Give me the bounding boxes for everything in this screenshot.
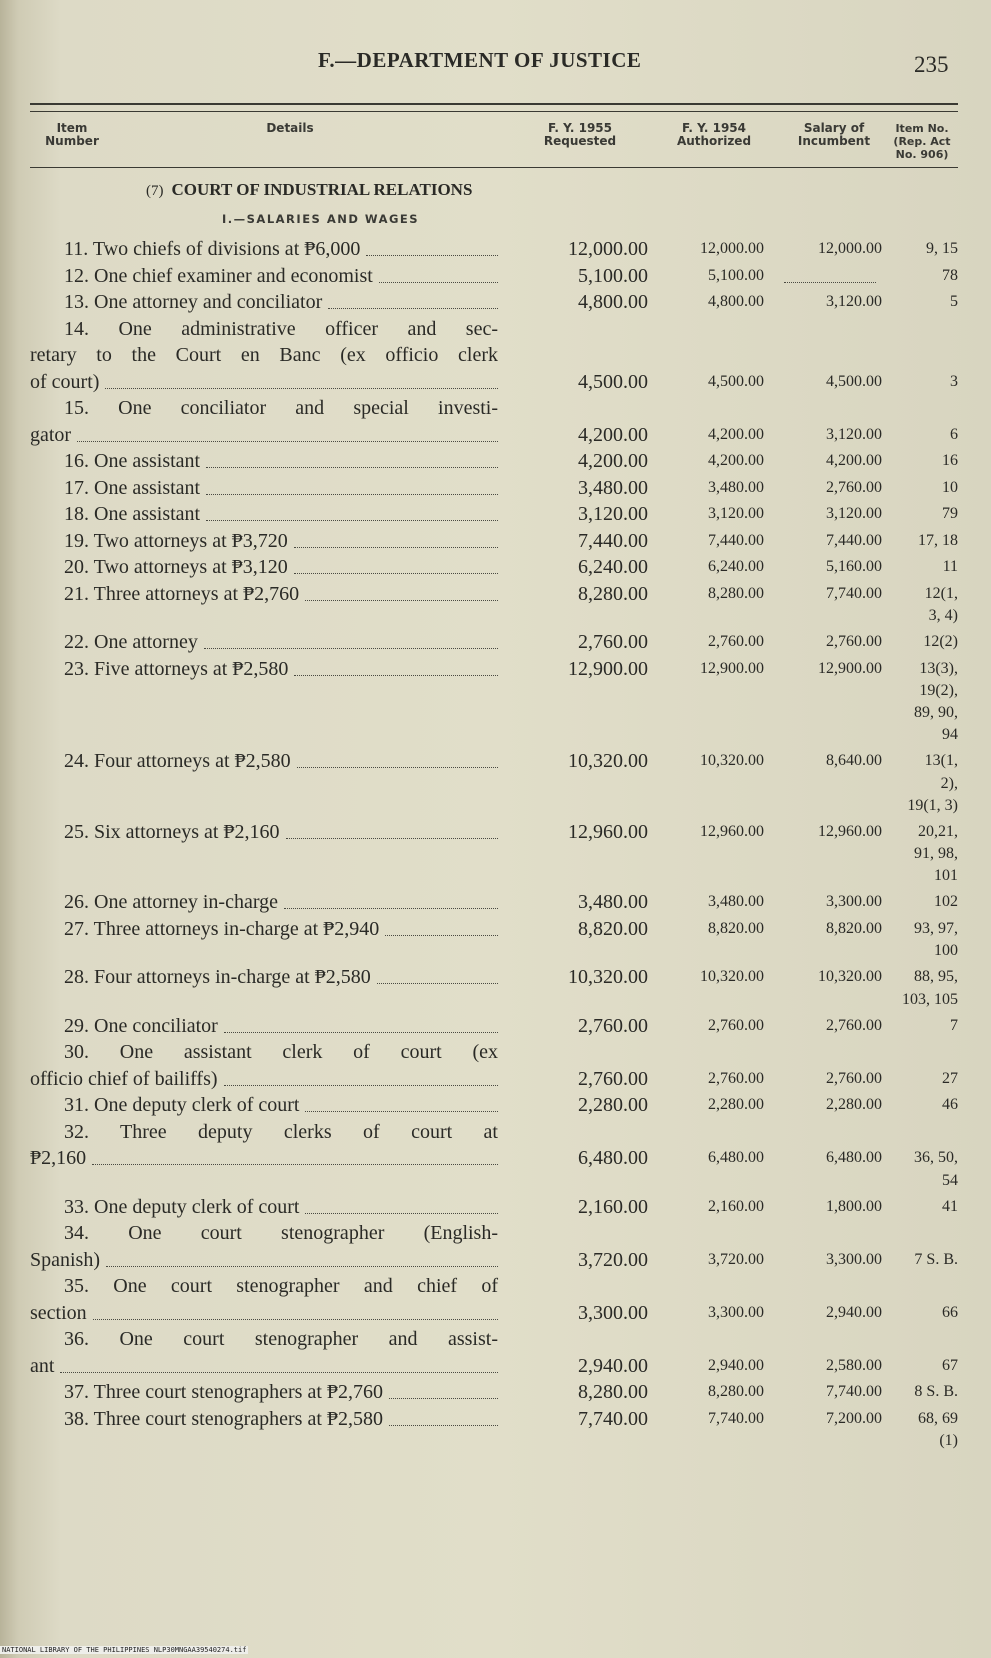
dot-leader <box>385 935 498 936</box>
item-number-continuation <box>0 942 991 964</box>
entry-description: 32. Three deputy clerks of court at <box>64 1120 498 1143</box>
item-number-continuation <box>0 1172 991 1194</box>
entry-line <box>0 1379 991 1406</box>
entry-description: 21. Three attorneys at ₱2,760 <box>64 582 300 605</box>
incumbent-salary: 2,760.00 <box>826 633 882 650</box>
header-item-no: Item No. (Rep. Act No. 906) <box>893 122 951 161</box>
incumbent-salary: 12,900.00 <box>818 659 882 677</box>
budget-entry <box>0 554 991 581</box>
item-number-ref: 66 <box>942 1303 958 1321</box>
item-number-continuation <box>0 845 991 889</box>
dot-leader <box>77 441 498 442</box>
header-item-number: Item Number <box>45 121 99 148</box>
dot-leader <box>366 255 498 256</box>
entry-line <box>0 1220 991 1247</box>
dot-leader <box>92 1164 498 1165</box>
authorized-amount: 3,720.00 <box>708 1250 764 1268</box>
entry-description: of court) <box>30 370 100 393</box>
requested-amount: 8,280.00 <box>578 582 648 605</box>
dot-leader <box>224 1032 498 1033</box>
authorized-amount: 6,240.00 <box>708 558 764 575</box>
dot-leader <box>379 282 498 283</box>
dot-leader <box>294 573 498 574</box>
entry-line <box>0 422 991 449</box>
entry-description: 36. One court stenographer and assist- <box>64 1328 498 1350</box>
incumbent-salary: 12,000.00 <box>818 240 882 257</box>
requested-amount: 8,820.00 <box>578 917 648 940</box>
authorized-amount: 4,500.00 <box>708 372 764 390</box>
dot-leader <box>206 520 498 521</box>
item-number-ref: 78 <box>942 266 958 284</box>
entry-line <box>0 1145 991 1172</box>
dot-leader <box>328 308 498 309</box>
requested-amount: 3,120.00 <box>578 503 648 525</box>
entry-line <box>0 528 991 555</box>
requested-amount: 2,760.00 <box>578 1067 648 1090</box>
authorized-amount: 2,760.00 <box>708 1016 764 1034</box>
entry-description: 26. One attorney in-charge <box>64 891 278 913</box>
dot-leader <box>93 1319 498 1320</box>
column-headers <box>0 122 991 162</box>
budget-entry <box>0 916 991 965</box>
item-number-continuation <box>0 607 991 629</box>
item-number-ref: 11 <box>942 558 958 575</box>
running-head-title: F.—DEPARTMENT OF JUSTICE <box>318 48 642 72</box>
requested-amount: 7,440.00 <box>578 529 648 552</box>
item-number-ref: 13(3), <box>919 659 958 677</box>
incumbent-salary: 5,160.00 <box>826 558 882 575</box>
item-number-ref: 91, 98, <box>914 845 958 862</box>
entry-description: Spanish) <box>30 1248 100 1271</box>
requested-amount: 12,900.00 <box>568 657 648 680</box>
incumbent-salary: 3,300.00 <box>826 893 882 910</box>
requested-amount: 6,240.00 <box>578 556 648 578</box>
authorized-amount: 3,300.00 <box>708 1303 764 1321</box>
budget-entry <box>0 819 991 890</box>
entry-line <box>0 1092 991 1119</box>
budget-entry <box>0 964 991 1013</box>
requested-amount: 3,720.00 <box>578 1248 648 1271</box>
authorized-amount: 7,440.00 <box>708 531 764 549</box>
budget-entry <box>0 448 991 475</box>
item-number-ref: 5 <box>950 293 958 310</box>
entry-line <box>0 1273 991 1300</box>
dot-leader <box>297 767 498 768</box>
entry-description: 20. Two attorneys at ₱3,120 <box>64 556 288 578</box>
item-number-ref: 46 <box>942 1096 958 1113</box>
requested-amount: 10,320.00 <box>568 750 648 772</box>
incumbent-salary: 12,960.00 <box>818 822 882 840</box>
entry-line <box>0 916 991 943</box>
entry-description: 34. One court stenographer (English- <box>64 1222 498 1244</box>
item-number-ref: 88, 95, <box>914 968 958 985</box>
entry-description: 29. One conciliator <box>64 1014 218 1037</box>
section-subheading: I.—SALARIES AND WAGES <box>222 212 420 226</box>
authorized-amount: 8,280.00 <box>708 584 764 602</box>
entry-line <box>0 475 991 502</box>
requested-amount: 4,800.00 <box>578 291 648 313</box>
authorized-amount: 6,480.00 <box>708 1149 764 1166</box>
item-number-ref: 16 <box>942 452 958 469</box>
budget-entry <box>0 1013 991 1040</box>
entry-description: 12. One chief examiner and economist <box>64 264 373 287</box>
entry-line <box>0 554 991 581</box>
item-number-ref: 12(1, <box>924 584 958 602</box>
entry-line <box>0 316 991 343</box>
item-number-ref: 3, 4) <box>928 607 958 624</box>
budget-entry <box>0 629 991 656</box>
section-title <box>146 180 472 200</box>
entry-line <box>0 964 991 991</box>
entry-line <box>0 448 991 475</box>
incumbent-salary: 4,500.00 <box>826 372 882 390</box>
entry-description: ant <box>30 1354 55 1377</box>
incumbent-salary: 2,280.00 <box>826 1096 882 1113</box>
incumbent-salary: 2,760.00 <box>826 478 882 496</box>
item-number-ref: 101 <box>934 867 958 884</box>
requested-amount: 4,500.00 <box>578 370 648 393</box>
item-number-ref: 10 <box>942 478 958 496</box>
entry-line <box>0 1300 991 1327</box>
requested-amount: 4,200.00 <box>578 423 648 446</box>
item-number-ref: 94 <box>942 726 958 743</box>
requested-amount: 7,740.00 <box>578 1407 648 1430</box>
authorized-amount: 2,160.00 <box>708 1197 764 1215</box>
incumbent-salary: 2,760.00 <box>826 1069 882 1087</box>
dot-leader <box>60 1372 498 1373</box>
entry-line <box>0 1194 991 1221</box>
item-number-ref: 7 <box>950 1016 958 1034</box>
authorized-amount: 4,200.00 <box>708 452 764 469</box>
item-number-ref: 12(2) <box>923 633 958 650</box>
entry-line <box>0 395 991 422</box>
incumbent-salary: 3,120.00 <box>826 505 882 522</box>
authorized-amount: 2,940.00 <box>708 1356 764 1374</box>
item-number-ref: 19(1, 3) <box>907 796 958 814</box>
incumbent-salary: 7,200.00 <box>826 1409 882 1427</box>
entry-description: 18. One assistant <box>64 503 201 525</box>
incumbent-salary: 2,760.00 <box>826 1016 882 1034</box>
dot-leader <box>784 282 876 283</box>
authorized-amount: 2,760.00 <box>708 1069 764 1087</box>
budget-entry <box>0 316 991 396</box>
item-number-ref: 20,21, <box>918 822 958 840</box>
requested-amount: 8,280.00 <box>578 1381 648 1403</box>
authorized-amount: 8,820.00 <box>708 919 764 937</box>
entry-description: retary to the Court en Banc (ex officio clerk <box>30 344 498 366</box>
entry-line <box>0 1039 991 1066</box>
budget-entry <box>0 889 991 916</box>
entry-line <box>0 369 991 396</box>
requested-amount: 5,100.00 <box>578 264 648 287</box>
item-number-ref: 102 <box>934 893 958 910</box>
entry-description: 19. Two attorneys at ₱3,720 <box>64 529 288 552</box>
incumbent-salary: 7,740.00 <box>826 1383 882 1400</box>
budget-entry <box>0 528 991 555</box>
budget-entry <box>0 475 991 502</box>
budget-entry <box>0 1194 991 1221</box>
budget-entries <box>0 236 991 1454</box>
entry-line <box>0 1353 991 1380</box>
item-number-ref: 17, 18 <box>918 531 958 549</box>
dot-leader <box>224 1085 498 1086</box>
entry-description: 17. One assistant <box>64 476 201 499</box>
requested-amount: 2,160.00 <box>578 1195 648 1218</box>
requested-amount: 2,280.00 <box>578 1094 648 1116</box>
header-double-rule <box>30 103 958 112</box>
dot-leader <box>305 600 498 601</box>
incumbent-salary: 8,640.00 <box>826 752 882 769</box>
entry-description: 24. Four attorneys at ₱2,580 <box>64 750 291 772</box>
requested-amount: 2,760.00 <box>578 1014 648 1037</box>
entry-description: 31. One deputy clerk of court <box>64 1094 300 1116</box>
entry-description: 23. Five attorneys at ₱2,580 <box>64 657 289 680</box>
entry-description: 14. One administrative officer and sec- <box>64 317 498 340</box>
item-number-ref: (1) <box>939 1432 958 1449</box>
item-number-ref: 93, 97, <box>914 919 958 937</box>
entry-description: officio chief of bailiffs) <box>30 1067 218 1090</box>
incumbent-salary: 3,120.00 <box>826 425 882 443</box>
authorized-amount: 3,480.00 <box>708 478 764 496</box>
budget-entry <box>0 748 991 819</box>
authorized-amount: 10,320.00 <box>700 752 764 769</box>
item-number-ref: 54 <box>942 1171 958 1189</box>
budget-entry <box>0 1326 991 1379</box>
incumbent-salary: 3,300.00 <box>826 1250 882 1268</box>
requested-amount: 12,000.00 <box>568 238 648 260</box>
requested-amount: 3,480.00 <box>578 476 648 499</box>
budget-entry <box>0 1092 991 1119</box>
entry-line <box>0 1066 991 1093</box>
authorized-amount: 4,800.00 <box>708 293 764 310</box>
budget-entry <box>0 1220 991 1273</box>
authorized-amount: 8,280.00 <box>708 1383 764 1400</box>
entry-description: 13. One attorney and conciliator <box>64 291 323 313</box>
budget-entry <box>0 395 991 448</box>
item-number-ref: 27 <box>942 1069 958 1087</box>
budget-entry <box>0 236 991 263</box>
item-number-ref: 103, 105 <box>902 990 958 1008</box>
incumbent-salary: 4,200.00 <box>826 452 882 469</box>
requested-amount: 4,200.00 <box>578 450 648 472</box>
budget-entry <box>0 1406 991 1455</box>
entry-line <box>0 342 991 369</box>
budget-entry <box>0 656 991 749</box>
entry-line <box>0 1013 991 1040</box>
entry-description: 33. One deputy clerk of court <box>64 1195 300 1218</box>
authorized-amount: 12,000.00 <box>700 240 764 257</box>
item-number-ref: 67 <box>942 1356 958 1374</box>
entry-line <box>0 1247 991 1274</box>
dot-leader <box>294 675 498 676</box>
entry-description: 30. One assistant clerk of court (ex <box>64 1041 498 1063</box>
requested-amount: 6,480.00 <box>578 1147 648 1169</box>
item-number-continuation <box>0 1432 991 1454</box>
header-fy1955: F. Y. 1955 Requested <box>543 121 617 148</box>
authorized-amount: 3,480.00 <box>708 893 764 910</box>
entry-description: 35. One court stenographer and chief of <box>64 1275 498 1297</box>
entry-line <box>0 748 991 775</box>
section-name: COURT OF INDUSTRIAL RELATIONS <box>171 180 473 199</box>
incumbent-salary: 6,480.00 <box>826 1149 882 1166</box>
item-number-ref: 41 <box>942 1197 958 1215</box>
requested-amount: 3,480.00 <box>578 891 648 913</box>
budget-entry <box>0 1119 991 1194</box>
authorized-amount: 3,120.00 <box>708 505 764 522</box>
page-number: 235 <box>914 52 949 77</box>
dot-leader <box>305 1213 498 1214</box>
item-number-ref: 2), <box>940 774 958 792</box>
entry-line <box>0 263 991 290</box>
dot-leader <box>206 494 498 495</box>
budget-entry <box>0 1379 991 1406</box>
dot-leader <box>284 908 498 909</box>
incumbent-salary: 7,740.00 <box>826 584 882 602</box>
incumbent-salary: 2,580.00 <box>826 1356 882 1374</box>
item-number-continuation <box>0 991 991 1013</box>
item-number-ref: 8 S. B. <box>914 1383 958 1400</box>
header-bottom-rule <box>30 167 958 168</box>
item-number-ref: 79 <box>942 505 958 522</box>
dot-leader <box>286 838 498 839</box>
dot-leader <box>305 1111 498 1112</box>
item-number-continuation <box>0 775 991 819</box>
authorized-amount: 12,960.00 <box>700 822 764 840</box>
header-details: Details <box>266 121 314 135</box>
authorized-amount: 5,100.00 <box>708 266 764 284</box>
requested-amount: 3,300.00 <box>578 1301 648 1324</box>
entry-line <box>0 629 991 656</box>
entry-line <box>0 581 991 608</box>
header-salary: Salary of Incumbent <box>797 121 871 148</box>
entry-description: 15. One conciliator and special investi- <box>64 397 498 419</box>
item-number-ref: 68, 69 <box>918 1409 958 1427</box>
entry-description: 37. Three court stenographers at ₱2,760 <box>64 1381 383 1403</box>
incumbent-salary: 3,120.00 <box>826 293 882 310</box>
authorized-amount: 10,320.00 <box>700 968 764 985</box>
dot-leader <box>377 983 498 984</box>
dot-leader <box>106 1266 498 1267</box>
header-fy1954: F. Y. 1954 Authorized <box>676 121 752 148</box>
authorized-amount: 2,280.00 <box>708 1096 764 1113</box>
incumbent-salary: 7,440.00 <box>826 531 882 549</box>
incumbent-salary: 2,940.00 <box>826 1303 882 1321</box>
entry-line <box>0 1406 991 1433</box>
entry-description: ₱2,160 <box>30 1147 87 1169</box>
scan-footer-strip: NATIONAL LIBRARY OF THE PHILIPPINES NLP30MNGAA39540274.tif <box>2 1646 247 1654</box>
entry-description: gator <box>30 423 72 446</box>
entry-line <box>0 1119 991 1146</box>
entry-line <box>0 236 991 263</box>
dot-leader <box>389 1425 498 1426</box>
item-number-ref: 89, 90, <box>914 704 958 721</box>
item-number-continuation <box>0 682 991 748</box>
entry-description: 38. Three court stenographers at ₱2,580 <box>64 1407 383 1430</box>
requested-amount: 2,760.00 <box>578 631 648 653</box>
budget-entry <box>0 501 991 528</box>
item-number-ref: 19(2), <box>919 682 958 699</box>
entry-line <box>0 289 991 316</box>
budget-entry <box>0 263 991 290</box>
section-number: (7) <box>146 183 164 199</box>
authorized-amount: 12,900.00 <box>700 659 764 677</box>
incumbent-salary: 10,320.00 <box>818 968 882 985</box>
item-number-ref: 36, 50, <box>914 1149 958 1166</box>
entry-line <box>0 1326 991 1353</box>
entry-line <box>0 889 991 916</box>
entry-description: 28. Four attorneys in-charge at ₱2,580 <box>64 966 371 988</box>
authorized-amount: 2,760.00 <box>708 633 764 650</box>
running-head <box>0 48 991 78</box>
incumbent-salary: 1,800.00 <box>826 1197 882 1215</box>
entry-line <box>0 819 991 846</box>
budget-entry <box>0 1039 991 1092</box>
entry-description: 27. Three attorneys in-charge at ₱2,940 <box>64 917 380 940</box>
budget-entry <box>0 581 991 630</box>
requested-amount: 10,320.00 <box>568 966 648 988</box>
item-number-ref: 9, 15 <box>926 240 958 257</box>
entry-line <box>0 501 991 528</box>
dot-leader <box>206 467 498 468</box>
budget-entry <box>0 1273 991 1326</box>
authorized-amount: 7,740.00 <box>708 1409 764 1427</box>
entry-description: 25. Six attorneys at ₱2,160 <box>64 820 280 843</box>
item-number-ref: 7 S. B. <box>914 1250 958 1268</box>
item-number-ref: 100 <box>934 942 958 959</box>
budget-entry <box>0 289 991 316</box>
dot-leader <box>389 1398 498 1399</box>
entry-description: 16. One assistant <box>64 450 201 472</box>
entry-description: 11. Two chiefs of divisions at ₱6,000 <box>64 238 361 260</box>
requested-amount: 12,960.00 <box>568 820 648 843</box>
item-number-ref: 6 <box>950 425 958 443</box>
entry-description: 22. One attorney <box>64 631 198 653</box>
authorized-amount: 4,200.00 <box>708 425 764 443</box>
requested-amount: 2,940.00 <box>578 1354 648 1377</box>
dot-leader <box>105 388 498 389</box>
incumbent-salary: 8,820.00 <box>826 919 882 937</box>
entry-line <box>0 656 991 683</box>
item-number-ref: 13(1, <box>924 752 958 769</box>
dot-leader <box>204 648 498 649</box>
entry-description: section <box>30 1301 87 1324</box>
dot-leader <box>294 547 498 548</box>
item-number-ref: 3 <box>950 372 958 390</box>
